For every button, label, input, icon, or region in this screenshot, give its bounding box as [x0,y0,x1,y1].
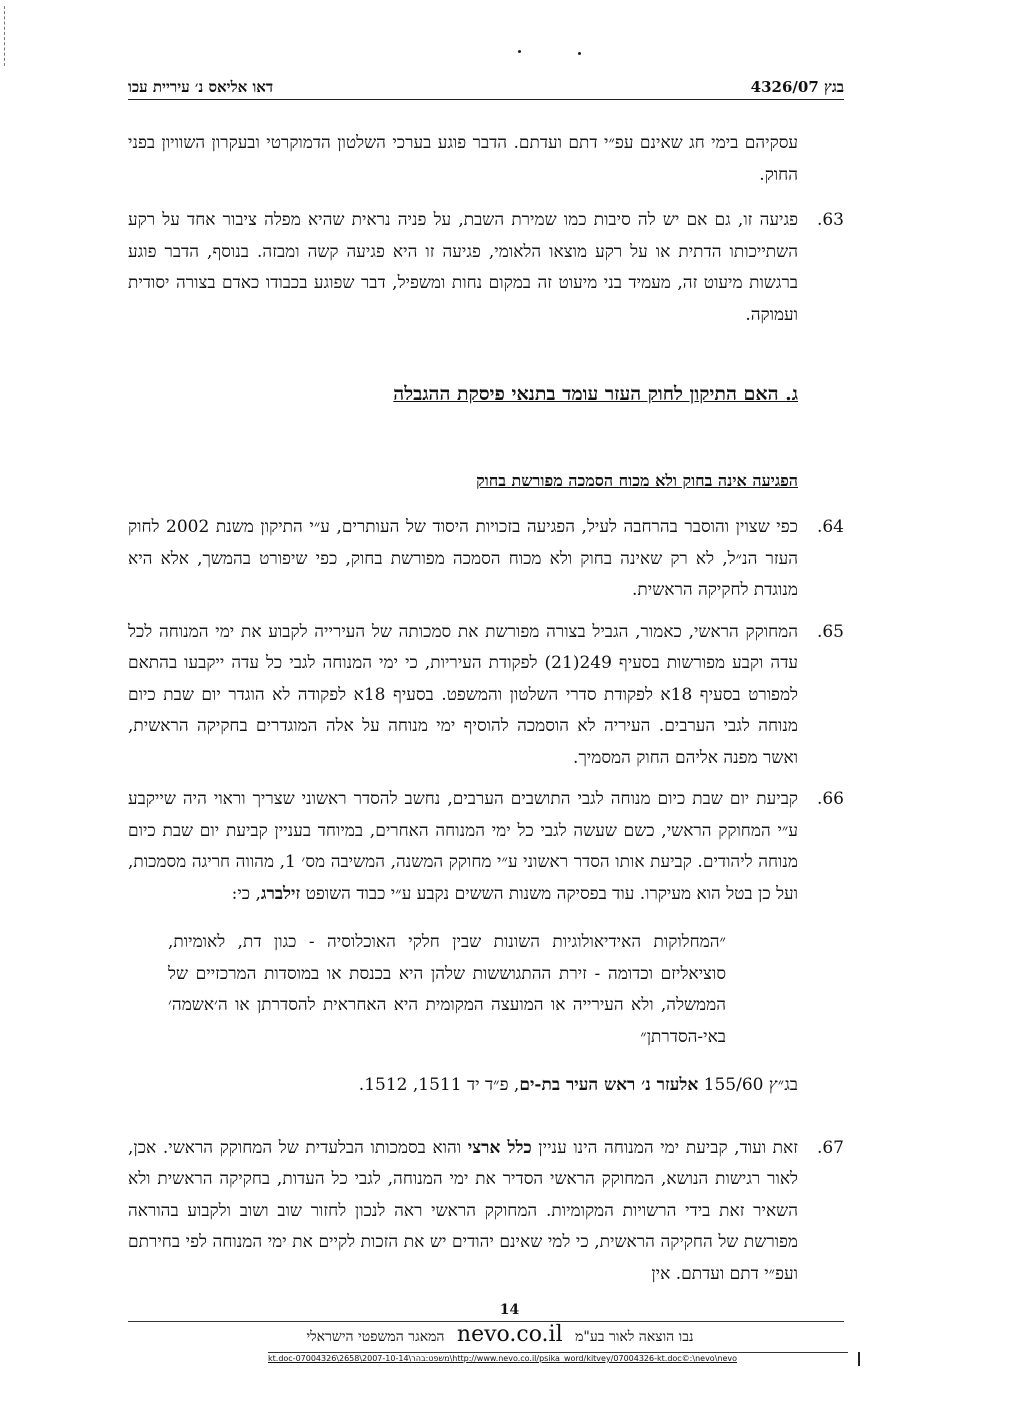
document-body [128,128,844,1290]
publisher-site: nevo.co.il [456,1322,563,1347]
paragraph-number: 63. [816,210,844,230]
paragraph-64 [128,512,844,607]
paragraph-number: 67. [816,1137,844,1158]
citation-suffix: , פ״ד יד 1511, 1512. [358,1075,520,1095]
scan-dot [518,50,521,53]
paragraph-65 [128,617,844,775]
paragraph-text-end: , כי: [231,883,261,904]
citation-prefix: בג״ץ 155/60 [698,1075,798,1095]
sub-heading: הפגיעה אינה בחוק ולא מכוח הסמכה מפורשת בחוק [476,470,798,490]
judge-name: זילברג [260,883,301,904]
bold-phrase: כלל ארצי [467,1137,532,1158]
scan-dot [578,52,581,55]
scan-edge-mark [4,6,6,66]
publisher-database: המאגר המשפטי הישראלי [306,1329,445,1345]
publisher-line [270,1322,730,1347]
paragraph-number: 64. [816,517,844,537]
paragraph-text: קביעת יום שבת כיום מנוחה לגבי התושבים הערבים, נחשב להסדר ראשוני שצריך וראוי היה שייקבע ע״י המחוקק הראשי, כשם שעשה לגבי כל ימי המנוחה האחרים, במיוחד בעניין קביעת יום שבת כיום מנוחה ליהודים. קביעת אותו הסדר ראשוני ע״י מחוקק המשנה, המשיבה מס׳ 1, מהווה חריגה מסמכות, ועל כן בטל הוא מעיקרו. עוד בפסיקה משנות הששים נקבע ע״י כבוד השופט [128,789,798,904]
case-parties: דאו אליאס נ׳ עיריית עכו [128,78,274,96]
page-number: 14 [499,1302,520,1318]
citation-case-name: אלעזר נ׳ ראש העיר בת-ים [519,1075,699,1095]
paragraph-number: 66. [816,789,844,809]
case-citation [128,1070,844,1102]
margin-bar-mark [858,1352,860,1366]
paragraph-text: כפי שצוין והוסבר בהרחבה לעיל, הפגיעה בזכויות היסוד של העותרים, ע״י התיקון משנת 2002 לחוק העזר הנ״ל, לא רק שאינה בחוק ולא מכוח הסמכה מפורשת בחוק, כפי שיפורט בהמשך, אלא היא מנוגדת לחקיקה הראשית. [128,517,798,600]
footer-path-divider [268,1352,848,1353]
paragraph-66 [128,784,844,910]
file-path: kt.doc-07004326\2658\2007-10-14\משפט:בהר\http://www.nevo.co.il/psika_word/kitvey/07004326-kt.doc©:\nevo\nevo [268,1354,738,1363]
paragraph-63 [128,205,844,331]
header-divider [128,99,844,100]
publisher-name: נבו הוצאה לאור בע"מ [575,1329,694,1345]
paragraph-text: פגיעה זו, גם אם יש לה סיבות כמו שמירת השבת, על פניה נראית שהיא מפלה ציבור אחד על רקע השתייכותו הדתית או על רקע מוצאו הלאומי, פגיעה זו היא פגיעה קשה ומבזה. בנוסף, הדבר פוגע ברגשות מיעוט זה, מעמיד בני מיעוט זה במקום נחות ומשפיל, דבר שפוגע בכבודו כאדם בצורה יסודית ועמוקה. [128,210,798,325]
case-number: בגץ 4326/07 [750,78,844,96]
paragraph-text: זאת ועוד, קביעת ימי המנוחה הינו עניין [531,1137,798,1158]
paragraph-text-end: והוא בסמכותו הבלעדית של המחוקק הראשי. אכן, לאור רגישות הנושא, המחוקק הראשי הסדיר את ימי המנוחה, לגבי כל העדות, בחקיקה הראשית ולא השאיר זאת בידי הרשויות המקומיות. המחוקק הראשי ראה לנכון לחזור שוב ושוב ולקבוע בהוראה מפורשת של החקיקה הראשית, כי למי שאינם יהודים יש את הזכות לקיים את ימי המנוחה לפי בחירתם ועפ״י דתם ועדתם. אין [128,1137,798,1284]
page-header [128,78,844,98]
paragraph-text: המחוקק הראשי, כאמור, הגביל בצורה מפורשת את סמכותה של העירייה לקבוע את ימי המנוחה לכל עדה וקבע מפורשות בסעיף 249(21) לפקודת העיריות, כי ימי המנוחה לגבי כל עדה ייקבעו בהתאם למפורט בסעיף 18א לפקודת סדרי השלטון והמשפט. בסעיף 18א לפקודה לא הוגדר יום שבת כיום מנוחה לגבי הערבים. העיריה לא הוסמכה להוסיף ימי מנוחה על אלה המוגדרים בחקיקה הראשית, ואשר מפנה אליהם החוק המסמיך. [128,621,799,768]
block-quote: ״המחלוקות האידיאולוגיות השונות שבין חלקי האוכלוסיה - כגון דת, לאומיות, סוציאליזם וכדומה - זירת ההתגוששות שלהן היא בכנסת או במוסדות המרכזיים של הממשלה, ולא העירייה או המועצה המקומית היא האחראית להסדרתן או ה׳אשמה׳ באי-הסדרתן״ [168,932,726,1047]
paragraph-number: 65. [816,621,844,642]
paragraph-62-continuation: עסקיהם בימי חג שאינם עפ״י דתם ועדתם. הדבר פוגע בערכי השלטון הדמוקרטי ובעקרון השוויון בפני החוק. [128,133,798,185]
paragraph-67 [128,1133,844,1291]
section-heading: ג. האם התיקון לחוק העזר עומד בתנאי פיסקת ההגבלה [393,383,798,405]
